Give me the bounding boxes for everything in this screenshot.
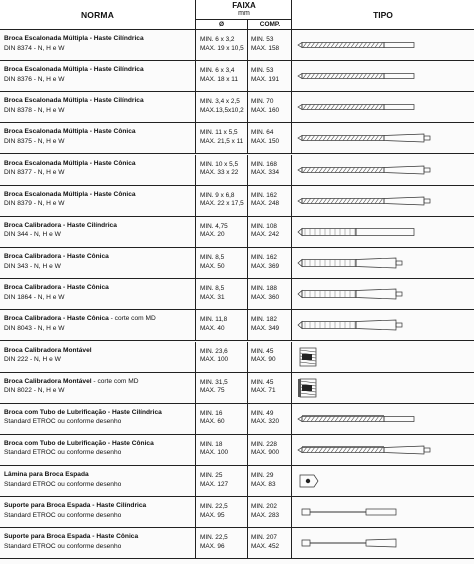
product-title-text: Broca Calibradora - Haste Cônica xyxy=(4,253,109,261)
header-comp: COMP. xyxy=(248,19,292,30)
spade-holder-taper-shank-icon xyxy=(292,528,474,559)
coolant-drill-taper-shank-icon xyxy=(292,435,474,466)
comp-cell xyxy=(248,217,292,248)
comp-cell xyxy=(248,435,292,466)
comp-cell xyxy=(248,186,292,217)
table-row xyxy=(0,310,474,341)
comp-max: MAX. 360 xyxy=(251,293,280,301)
diameter-min: MIN. 16 xyxy=(200,409,223,417)
product-title-text: Broca com Tubo de Lubrificação - Haste Cônica xyxy=(4,439,154,447)
diameter-max: MAX. 21,5 x 11 xyxy=(200,137,244,145)
comp-min: MIN. 228 xyxy=(251,440,277,448)
diameter-cell xyxy=(196,30,248,61)
header-faixa-unit: mm xyxy=(238,10,250,17)
comp-max: MAX. 83 xyxy=(251,480,276,488)
table-row xyxy=(0,342,474,373)
table-row xyxy=(0,466,474,497)
product-standard: DIN 8377 - N, H e W xyxy=(4,169,65,177)
product-standard: DIN 8022 - N, H e W xyxy=(4,387,65,395)
product-title-text: Broca com Tubo de Lubrificação - Haste Cilíndrica xyxy=(4,408,162,416)
comp-min: MIN. 182 xyxy=(251,316,277,324)
diameter-max: MAX.13,5x10,2 xyxy=(200,106,244,114)
comp-max: MAX. 334 xyxy=(251,169,280,177)
diameter-cell xyxy=(196,310,248,341)
product-title-text: Broca Escalonada Múltipla - Haste Cilíndrica xyxy=(4,35,144,42)
diameter-max: MAX. 75 xyxy=(200,387,225,395)
comp-max: MAX. 900 xyxy=(251,449,280,457)
comp-min: MIN. 162 xyxy=(251,254,277,262)
diameter-cell xyxy=(196,248,248,279)
shell-reamer-icon xyxy=(292,342,474,373)
comp-min: MIN. 168 xyxy=(251,160,277,168)
product-title-extra: - corte com MD xyxy=(108,315,156,323)
table-header xyxy=(0,0,474,30)
product-standard: DIN 8379 - N, H e W xyxy=(4,200,65,208)
comp-cell xyxy=(248,279,292,310)
comp-cell xyxy=(248,373,292,404)
table-row xyxy=(0,92,474,123)
norma-cell xyxy=(0,30,196,61)
stepped-drill-straight-shank-icon xyxy=(292,30,474,61)
norma-cell xyxy=(0,217,196,248)
diameter-min: MIN. 6 x 3,4 xyxy=(200,67,235,75)
product-title-text: Broca Escalonada Múltipla - Haste Cônica xyxy=(4,159,136,167)
comp-min: MIN. 207 xyxy=(251,534,277,542)
product-standard: Standard ETROC ou conforme desenho xyxy=(4,449,122,457)
product-standard: DIN 8043 - N, H e W xyxy=(4,324,65,332)
product-standard: DIN 1864 - N, H e W xyxy=(4,293,65,301)
product-standard: DIN 8374 - N, H e W xyxy=(4,44,65,52)
norma-cell xyxy=(0,92,196,123)
product-title-text: Lâmina para Broca Espada xyxy=(4,471,89,479)
diameter-max: MAX. 31 xyxy=(200,293,225,301)
diameter-cell xyxy=(196,279,248,310)
diameter-min: MIN. 22,5 xyxy=(200,534,228,542)
stepped-drill-taper-shank-icon xyxy=(292,123,474,154)
diameter-max: MAX. 40 xyxy=(200,324,225,332)
norma-cell xyxy=(0,155,196,186)
diameter-max: MAX. 127 xyxy=(200,480,229,488)
comp-cell xyxy=(248,92,292,123)
table-row xyxy=(0,373,474,404)
table-row xyxy=(0,497,474,528)
comp-cell xyxy=(248,248,292,279)
comp-max: MAX. 71 xyxy=(251,387,276,395)
diameter-min: MIN. 11 x 5,5 xyxy=(200,129,238,137)
product-title-text: Broca Calibradora Montável xyxy=(4,346,92,354)
diameter-cell xyxy=(196,435,248,466)
comp-min: MIN. 64 xyxy=(251,129,274,137)
diameter-cell xyxy=(196,497,248,528)
product-title xyxy=(4,470,195,480)
diameter-cell xyxy=(196,466,248,497)
product-standard: DIN 8378 - N, H e W xyxy=(4,106,65,114)
product-title-extra: - corte com MD xyxy=(91,377,139,385)
diameter-cell xyxy=(196,528,248,559)
table-row xyxy=(0,123,474,154)
stepped-drill-taper-shank-icon xyxy=(292,186,474,217)
diameter-min: MIN. 25 xyxy=(200,472,223,480)
comp-max: MAX. 283 xyxy=(251,511,280,519)
product-title xyxy=(4,346,195,356)
product-title xyxy=(4,190,195,200)
norma-cell xyxy=(0,528,196,559)
diameter-min: MIN. 9 x 6,8 xyxy=(200,191,235,199)
comp-cell xyxy=(248,30,292,61)
comp-cell xyxy=(248,528,292,559)
diameter-min: MIN. 18 xyxy=(200,440,223,448)
product-title xyxy=(4,65,195,75)
table-row xyxy=(0,279,474,310)
diameter-cell xyxy=(196,155,248,186)
product-title-text: Broca Calibradora - Haste Cilíndrica xyxy=(4,221,117,229)
diameter-max: MAX. 22 x 17,5 xyxy=(200,200,244,208)
comp-max: MAX. 90 xyxy=(251,356,276,363)
product-standard: Standard ETROC ou conforme desenho xyxy=(4,418,122,426)
product-title xyxy=(4,439,195,449)
norma-cell xyxy=(0,435,196,466)
product-standard: DIN 222 - N, H e W xyxy=(4,356,61,363)
norma-cell xyxy=(0,61,196,92)
diameter-cell xyxy=(196,61,248,92)
comp-min: MIN. 53 xyxy=(251,36,274,43)
norma-cell xyxy=(0,310,196,341)
diameter-cell xyxy=(196,342,248,373)
comp-min: MIN. 202 xyxy=(251,503,277,511)
comp-cell xyxy=(248,123,292,154)
product-title xyxy=(4,34,195,44)
table-row xyxy=(0,248,474,279)
diameter-cell xyxy=(196,404,248,435)
norma-cell xyxy=(0,186,196,217)
comp-max: MAX. 158 xyxy=(251,44,280,52)
table-row xyxy=(0,435,474,466)
table-row xyxy=(0,155,474,186)
header-faixa-title: FAIXA xyxy=(232,1,256,10)
diameter-min: MIN. 3,4 x 2,5 xyxy=(200,98,240,106)
comp-min: MIN. 45 xyxy=(251,378,274,386)
diameter-min: MIN. 10 x 5,5 xyxy=(200,160,239,168)
comp-max: MAX. 242 xyxy=(251,231,280,239)
table-row xyxy=(0,186,474,217)
comp-max: MAX. 349 xyxy=(251,324,280,332)
spade-blade-icon xyxy=(292,466,474,497)
diameter-max: MAX. 96 xyxy=(200,542,225,550)
header-diameter: Ø xyxy=(196,19,248,30)
product-title xyxy=(4,221,195,231)
stepped-drill-straight-shank-icon xyxy=(292,92,474,123)
diameter-min: MIN. 11,8 xyxy=(200,316,228,324)
diameter-min: MIN. 23,6 xyxy=(200,347,228,355)
table-row xyxy=(0,217,474,248)
diameter-max: MAX. 100 xyxy=(200,449,229,457)
diameter-max: MAX. 100 xyxy=(200,356,229,363)
reamer-taper-shank-icon xyxy=(292,310,474,341)
product-title-text: Broca Calibradora Montável xyxy=(4,377,92,385)
diameter-min: MIN. 31,5 xyxy=(200,378,228,386)
diameter-min: MIN. 6 x 3,2 xyxy=(200,36,235,43)
product-title-text: Broca Calibradora - Haste Cônica xyxy=(4,284,109,292)
header-faixa xyxy=(196,0,292,30)
reamer-taper-shank-icon xyxy=(292,279,474,310)
product-title xyxy=(4,314,195,324)
comp-cell xyxy=(248,61,292,92)
comp-cell xyxy=(248,404,292,435)
product-title xyxy=(4,408,195,418)
diameter-cell xyxy=(196,123,248,154)
norma-cell xyxy=(0,248,196,279)
product-title xyxy=(4,159,195,169)
product-title xyxy=(4,501,195,511)
product-title xyxy=(4,532,195,542)
comp-max: MAX. 320 xyxy=(251,418,280,426)
comp-max: MAX. 452 xyxy=(251,542,280,550)
spade-holder-straight-shank-icon xyxy=(292,497,474,528)
coolant-drill-straight-shank-icon xyxy=(292,404,474,435)
header-tipo: TIPO xyxy=(373,10,393,20)
diameter-min: MIN. 22,5 xyxy=(200,503,228,511)
norma-cell xyxy=(0,123,196,154)
diameter-max: MAX. 33 x 22 xyxy=(200,169,239,177)
comp-min: MIN. 49 xyxy=(251,409,274,417)
table-row xyxy=(0,61,474,92)
norma-cell xyxy=(0,373,196,404)
diameter-max: MAX. 60 xyxy=(200,418,225,426)
product-title-text: Broca Escalonada Múltipla - Haste Cilíndrica xyxy=(4,66,144,74)
product-title-text: Broca Escalonada Múltipla - Haste Cônica xyxy=(4,128,136,136)
comp-max: MAX. 160 xyxy=(251,106,280,114)
shell-reamer-carbide-icon xyxy=(292,373,474,404)
comp-min: MIN. 29 xyxy=(251,472,274,480)
stepped-drill-straight-shank-icon xyxy=(292,61,474,92)
comp-cell xyxy=(248,155,292,186)
comp-max: MAX. 150 xyxy=(251,137,280,145)
table-row xyxy=(0,404,474,435)
table-row xyxy=(0,30,474,61)
comp-min: MIN. 70 xyxy=(251,98,274,106)
product-title xyxy=(4,127,195,137)
comp-min: MIN. 188 xyxy=(251,285,277,293)
product-title-text: Suporte para Broca Espada - Haste Cônica xyxy=(4,533,139,541)
diameter-min: MIN. 8,5 xyxy=(200,254,225,262)
product-title-text: Suporte para Broca Espada - Haste Cilíndrica xyxy=(4,502,147,510)
product-standard: Standard ETROC ou conforme desenho xyxy=(4,511,122,519)
comp-min: MIN. 108 xyxy=(251,222,277,230)
diameter-max: MAX. 18 x 11 xyxy=(200,75,238,83)
diameter-min: MIN. 4,75 xyxy=(200,222,228,230)
diameter-min: MIN. 8,5 xyxy=(200,285,225,293)
comp-max: MAX. 191 xyxy=(251,75,280,83)
diameter-cell xyxy=(196,186,248,217)
product-title-text: Broca Escalonada Múltipla - Haste Cônica xyxy=(4,190,136,198)
product-title xyxy=(4,283,195,293)
stepped-drill-taper-shank-icon xyxy=(292,155,474,186)
reamer-taper-shank-icon xyxy=(292,248,474,279)
norma-cell xyxy=(0,342,196,373)
comp-cell xyxy=(248,342,292,373)
diameter-max: MAX. 19 x 10,5 xyxy=(200,44,244,52)
comp-min: MIN. 53 xyxy=(251,67,274,75)
comp-min: MIN. 45 xyxy=(251,347,274,355)
comp-cell xyxy=(248,466,292,497)
product-standard: DIN 8376 - N, H e W xyxy=(4,75,65,83)
diameter-max: MAX. 20 xyxy=(200,231,225,239)
product-standard: DIN 343 - N, H e W xyxy=(4,262,61,270)
product-standard: Standard ETROC ou conforme desenho xyxy=(4,480,122,488)
product-standard: DIN 8375 - N, H e W xyxy=(4,137,65,145)
comp-cell xyxy=(248,497,292,528)
norma-cell xyxy=(0,466,196,497)
product-standard: Standard ETROC ou conforme desenho xyxy=(4,542,122,550)
product-title xyxy=(4,377,195,387)
product-title-text: Broca Escalonada Múltipla - Haste Cilíndrica xyxy=(4,97,144,105)
product-standard: DIN 344 - N, H e W xyxy=(4,231,61,239)
comp-max: MAX. 369 xyxy=(251,262,280,270)
diameter-cell xyxy=(196,217,248,248)
product-title-text: Broca Calibradora - Haste Cônica xyxy=(4,315,109,323)
header-norma: NORMA xyxy=(0,0,196,30)
table-row xyxy=(0,528,474,559)
reamer-straight-shank-icon xyxy=(292,217,474,248)
diameter-max: MAX. 95 xyxy=(200,511,225,519)
norma-cell xyxy=(0,497,196,528)
comp-min: MIN. 162 xyxy=(251,191,277,199)
norma-cell xyxy=(0,404,196,435)
diameter-max: MAX. 50 xyxy=(200,262,225,270)
diameter-cell xyxy=(196,92,248,123)
comp-cell xyxy=(248,310,292,341)
norma-cell xyxy=(0,279,196,310)
comp-max: MAX. 248 xyxy=(251,200,280,208)
product-title xyxy=(4,96,195,106)
diameter-cell xyxy=(196,373,248,404)
product-title xyxy=(4,252,195,262)
